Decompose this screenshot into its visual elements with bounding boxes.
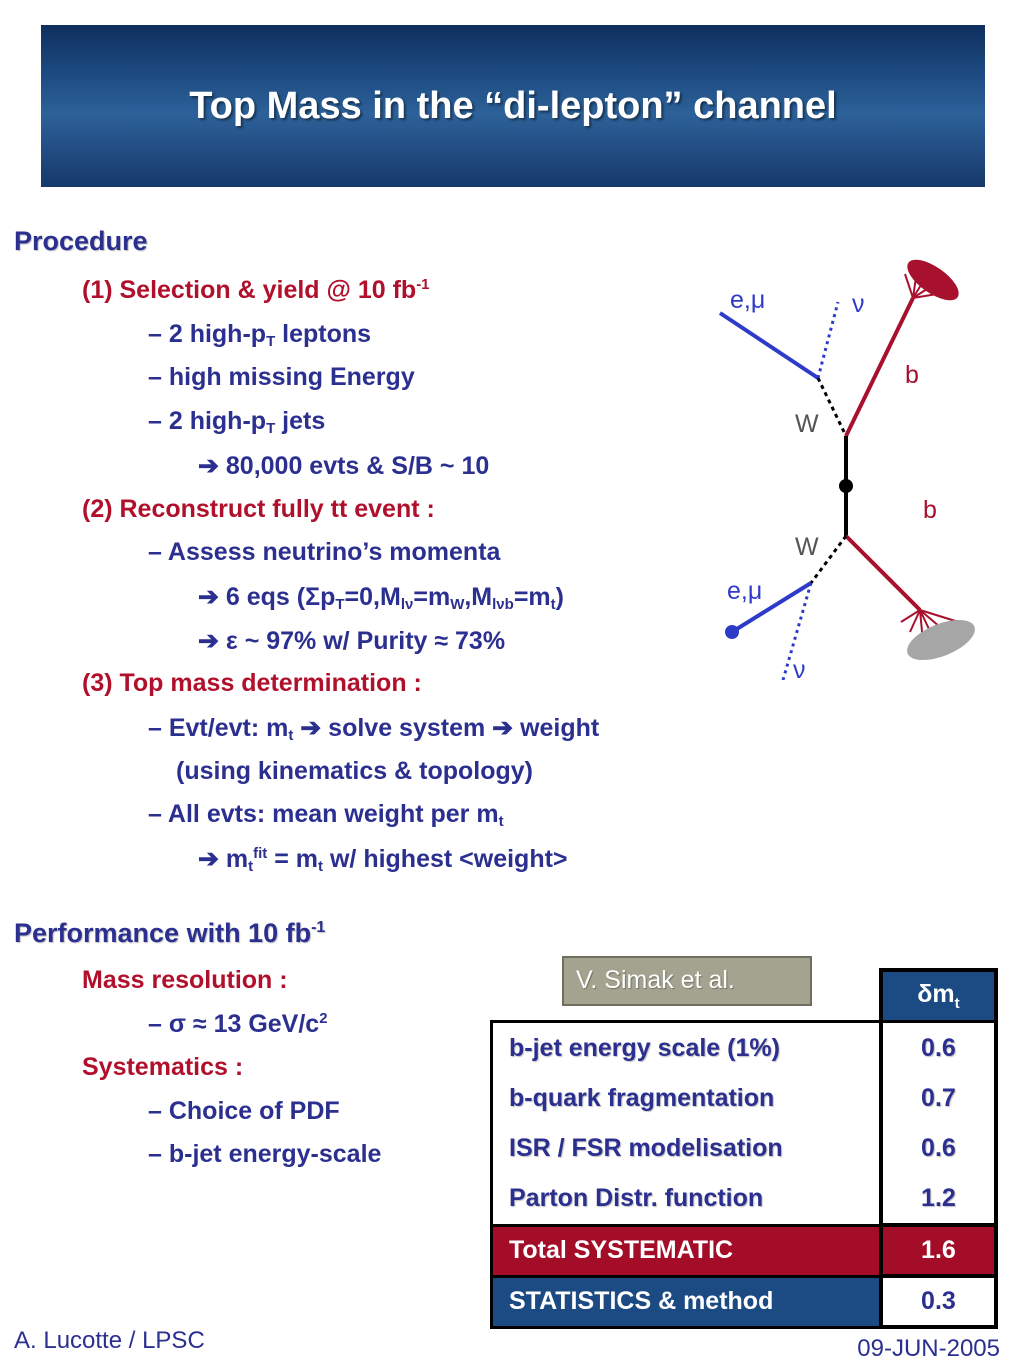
ttbar-dilepton-diagram [715,250,985,680]
label-w-top: W [795,410,819,438]
performance-heading: Performance with 10 $fb^{-1}$ [14,918,326,948]
using-line: (using kinematics & topology) [176,757,533,785]
bjet-scale-line: – b-jet energy-scale [148,1140,382,1168]
statistics-row [492,1276,997,1327]
statistics-value: 0.3 [881,1276,996,1327]
lepton-bottom-dot [725,625,739,639]
neutrino-top-line [818,302,838,378]
label-lepton-top: e,μ [730,286,766,314]
all-evts-line: – All evts: mean weight per $m_t$ [148,800,504,830]
yield-line: ➔ 80,000 evts & S/B ~ 10 [198,452,490,480]
b-bottom-line [846,536,920,610]
efficiency-line: ➔ ε ~ 97% w/ Purity ≈ 73% [198,627,506,655]
page-title: Top Mass in the “di-lepton” channel [189,84,837,127]
systematics-table [490,968,998,1329]
row-name: b-jet energy scale (1%) [492,1022,881,1074]
title-banner [41,25,985,187]
label-nu-top: ν [852,290,865,318]
step3-line: (3) Top mass determination : [82,669,422,697]
row-value: 0.6 [881,1022,996,1074]
mass-resolution-line: Mass resolution : [82,966,288,994]
footer-author: A. Lucotte / LPSC [14,1327,205,1354]
step1-line: (1) Selection & yield @ 10 $fb^{-1}$ [82,276,430,304]
step2-line: (2) Reconstruct fully tt event : [82,495,435,523]
sigma-line: – σ ≈ 13 GeV/$c^2$ [148,1010,328,1038]
row-value: 1.2 [881,1173,996,1225]
row-name: b-quark fragmentation [492,1073,881,1123]
credit-box: V. Simak et al. [562,956,812,1006]
table-header-delta-mt: $\delta m_t$ [881,970,996,1022]
total-value: 1.6 [881,1225,996,1276]
fit-line: ➔ $m_t^{fit} = m_t$ w/ highest <weight> [198,845,568,875]
footer-date: 09-JUN-2005 [857,1335,1000,1362]
jet-bottom-cone [901,610,980,668]
label-b-top: b [905,361,919,389]
row-value: 0.7 [881,1073,996,1123]
jets-line: – 2 high-$p_T$ jets [148,407,326,437]
lepton-top-line [720,313,818,378]
row-value: 0.6 [881,1123,996,1173]
systematics-line: Systematics : [82,1053,244,1081]
label-b-mid: b [923,496,937,524]
label-nu-bottom: ν [793,656,806,680]
b-top-line [846,298,913,436]
total-systematic-row [492,1225,997,1276]
table-row [492,1173,997,1225]
total-name: Total SYSTEMATIC [492,1225,881,1276]
leptons-line: – 2 high-$p_T$ leptons [148,320,372,350]
w-top-line [818,378,846,436]
table-header-row [492,970,997,1022]
label-w-bottom: W [795,533,819,561]
label-lepton-bottom: e,μ [727,577,763,605]
evt-line: – Evt/evt: $m_t$ ➔ solve system ➔ weight [148,714,600,744]
statistics-name: STATISTICS & method [492,1276,881,1327]
table-row [492,1123,997,1173]
table-header-blank [492,970,881,1022]
table-row [492,1073,997,1123]
pdf-line: – Choice of PDF [148,1097,340,1125]
row-name: Parton Distr. function [492,1173,881,1225]
missing-energy-line: – high missing Energy [148,363,415,391]
vertex-dot [839,479,853,493]
equations-line: ➔ 6 eqs $(\Sigma p_T=0,M_{l\nu}=m_W,M_{l\nu b}=m_t)$ [198,583,564,613]
row-name: ISR / FSR modelisation [492,1123,881,1173]
table-row [492,1022,997,1074]
assess-line: – Assess neutrino’s momenta [148,538,501,566]
procedure-heading: Procedure [14,226,148,256]
